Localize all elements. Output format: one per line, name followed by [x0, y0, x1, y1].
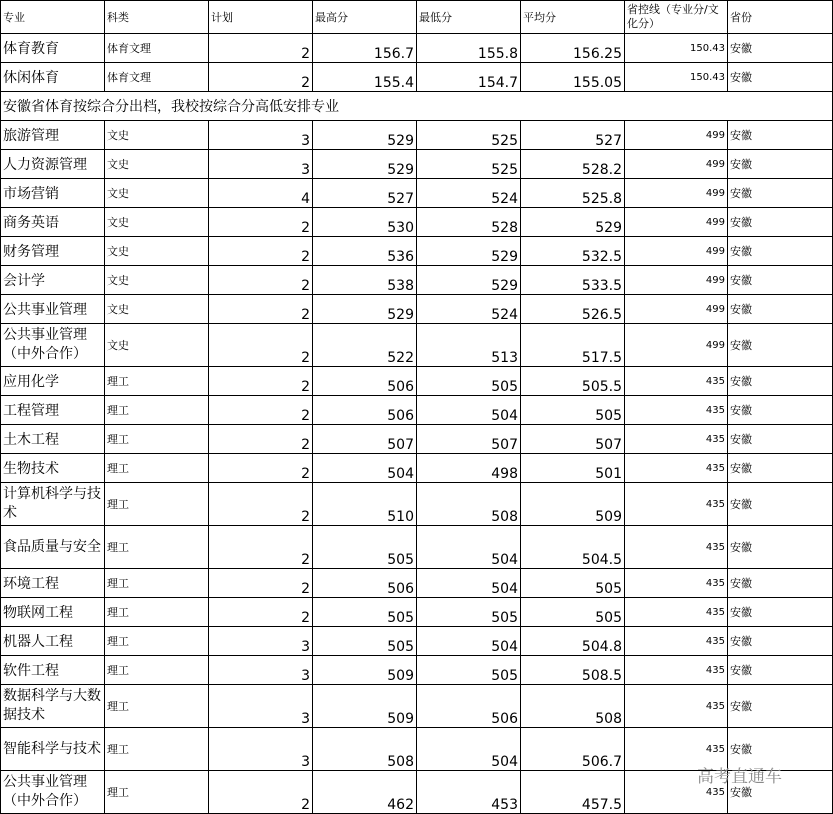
- avg-score-cell: 504.5: [521, 526, 625, 569]
- category-cell: 理工: [105, 771, 209, 814]
- header-plan: 计划: [209, 1, 313, 34]
- max-score-cell: 155.4: [313, 63, 417, 92]
- major-cell: 工程管理: [1, 396, 105, 425]
- max-score-cell: 510: [313, 483, 417, 526]
- max-score-cell: 536: [313, 237, 417, 266]
- avg-score-cell: 508.5: [521, 656, 625, 685]
- major-cell: 公共事业管理（中外合作）: [1, 771, 105, 814]
- category-cell: 文史: [105, 179, 209, 208]
- plan-cell: 2: [209, 483, 313, 526]
- plan-cell: 2: [209, 526, 313, 569]
- category-cell: 体育文理: [105, 63, 209, 92]
- province-cell: 安徽: [728, 150, 833, 179]
- control-line-cell: 435: [625, 454, 728, 483]
- header-major: 专业: [1, 1, 105, 34]
- table-row: [1, 150, 833, 179]
- table-row: [1, 179, 833, 208]
- control-line-cell: 435: [625, 483, 728, 526]
- plan-cell: 2: [209, 34, 313, 63]
- province-cell: 安徽: [728, 295, 833, 324]
- category-cell: 文史: [105, 121, 209, 150]
- plan-cell: 2: [209, 324, 313, 367]
- avg-score-cell: 505: [521, 598, 625, 627]
- plan-cell: 2: [209, 598, 313, 627]
- control-line-cell: 435: [625, 367, 728, 396]
- province-cell: 安徽: [728, 208, 833, 237]
- control-line-cell: 499: [625, 295, 728, 324]
- max-score-cell: 462: [313, 771, 417, 814]
- header-row: [1, 1, 833, 34]
- control-line-cell: 499: [625, 324, 728, 367]
- table-row: [1, 685, 833, 728]
- plan-cell: 3: [209, 150, 313, 179]
- table-row: [1, 396, 833, 425]
- major-cell: 会计学: [1, 266, 105, 295]
- max-score-cell: 522: [313, 324, 417, 367]
- avg-score-cell: 507: [521, 425, 625, 454]
- province-cell: 安徽: [728, 728, 833, 771]
- category-cell: 文史: [105, 324, 209, 367]
- category-cell: 理工: [105, 627, 209, 656]
- major-cell: 旅游管理: [1, 121, 105, 150]
- category-cell: 理工: [105, 367, 209, 396]
- table-row: [1, 237, 833, 266]
- major-cell: 智能科学与技术: [1, 728, 105, 771]
- plan-cell: 2: [209, 63, 313, 92]
- plan-cell: 3: [209, 121, 313, 150]
- max-score-cell: 505: [313, 598, 417, 627]
- table-row: [1, 454, 833, 483]
- control-line-cell: 435: [625, 771, 728, 814]
- avg-score-cell: 532.5: [521, 237, 625, 266]
- table-row: [1, 598, 833, 627]
- control-line-cell: 499: [625, 121, 728, 150]
- header-avg-score: 平均分: [521, 1, 625, 34]
- plan-cell: 2: [209, 454, 313, 483]
- min-score-cell: 524: [417, 179, 521, 208]
- major-cell: 生物技术: [1, 454, 105, 483]
- avg-score-cell: 528.2: [521, 150, 625, 179]
- province-cell: 安徽: [728, 237, 833, 266]
- plan-cell: 2: [209, 208, 313, 237]
- min-score-cell: 507: [417, 425, 521, 454]
- plan-cell: 2: [209, 396, 313, 425]
- max-score-cell: 509: [313, 685, 417, 728]
- table-row: [1, 656, 833, 685]
- control-line-cell: 499: [625, 150, 728, 179]
- province-cell: 安徽: [728, 324, 833, 367]
- avg-score-cell: 505: [521, 569, 625, 598]
- table-row: [1, 324, 833, 367]
- province-cell: 安徽: [728, 569, 833, 598]
- min-score-cell: 505: [417, 598, 521, 627]
- category-cell: 理工: [105, 656, 209, 685]
- max-score-cell: 527: [313, 179, 417, 208]
- category-cell: 理工: [105, 425, 209, 454]
- min-score-cell: 529: [417, 237, 521, 266]
- plan-cell: 2: [209, 771, 313, 814]
- province-cell: 安徽: [728, 367, 833, 396]
- control-line-cell: 499: [625, 237, 728, 266]
- header-province: 省份: [728, 1, 833, 34]
- category-cell: 理工: [105, 728, 209, 771]
- avg-score-cell: 533.5: [521, 266, 625, 295]
- min-score-cell: 155.8: [417, 34, 521, 63]
- control-line-cell: 435: [625, 598, 728, 627]
- min-score-cell: 154.7: [417, 63, 521, 92]
- major-cell: 人力资源管理: [1, 150, 105, 179]
- avg-score-cell: 505.5: [521, 367, 625, 396]
- max-score-cell: 529: [313, 150, 417, 179]
- major-cell: 公共事业管理: [1, 295, 105, 324]
- table-row: [1, 266, 833, 295]
- table-row: [1, 367, 833, 396]
- min-score-cell: 506: [417, 685, 521, 728]
- avg-score-cell: 457.5: [521, 771, 625, 814]
- avg-score-cell: 504.8: [521, 627, 625, 656]
- min-score-cell: 525: [417, 150, 521, 179]
- category-cell: 文史: [105, 237, 209, 266]
- control-line-cell: 150.43: [625, 63, 728, 92]
- avg-score-cell: 505: [521, 396, 625, 425]
- major-cell: 软件工程: [1, 656, 105, 685]
- min-score-cell: 529: [417, 266, 521, 295]
- province-cell: 安徽: [728, 396, 833, 425]
- major-cell: 机器人工程: [1, 627, 105, 656]
- control-line-cell: 499: [625, 208, 728, 237]
- plan-cell: 2: [209, 367, 313, 396]
- major-cell: 公共事业管理（中外合作）: [1, 324, 105, 367]
- control-line-cell: 435: [625, 425, 728, 454]
- category-cell: 理工: [105, 483, 209, 526]
- header-category: 科类: [105, 1, 209, 34]
- min-score-cell: 504: [417, 526, 521, 569]
- header-control-line: 省控线（专业分/文化分）: [625, 1, 728, 34]
- min-score-cell: 453: [417, 771, 521, 814]
- note-text: 安徽省体育按综合分出档，我校按综合分高低安排专业: [1, 92, 833, 121]
- plan-cell: 3: [209, 685, 313, 728]
- province-cell: 安徽: [728, 598, 833, 627]
- min-score-cell: 504: [417, 396, 521, 425]
- avg-score-cell: 527: [521, 121, 625, 150]
- min-score-cell: 528: [417, 208, 521, 237]
- major-cell: 数据科学与大数据技术: [1, 685, 105, 728]
- major-cell: 市场营销: [1, 179, 105, 208]
- province-cell: 安徽: [728, 526, 833, 569]
- note-row: [1, 92, 833, 121]
- table-row: [1, 34, 833, 63]
- major-cell: 环境工程: [1, 569, 105, 598]
- province-cell: 安徽: [728, 121, 833, 150]
- avg-score-cell: 529: [521, 208, 625, 237]
- province-cell: 安徽: [728, 425, 833, 454]
- table-row: [1, 63, 833, 92]
- category-cell: 理工: [105, 598, 209, 627]
- plan-cell: 2: [209, 295, 313, 324]
- plan-cell: 3: [209, 656, 313, 685]
- max-score-cell: 507: [313, 425, 417, 454]
- table-body: [1, 1, 833, 814]
- min-score-cell: 505: [417, 656, 521, 685]
- max-score-cell: 506: [313, 396, 417, 425]
- plan-cell: 2: [209, 237, 313, 266]
- major-cell: 商务英语: [1, 208, 105, 237]
- table-row: [1, 121, 833, 150]
- min-score-cell: 498: [417, 454, 521, 483]
- table-row: [1, 627, 833, 656]
- min-score-cell: 505: [417, 367, 521, 396]
- major-cell: 物联网工程: [1, 598, 105, 627]
- control-line-cell: 435: [625, 685, 728, 728]
- max-score-cell: 530: [313, 208, 417, 237]
- control-line-cell: 435: [625, 656, 728, 685]
- category-cell: 文史: [105, 266, 209, 295]
- max-score-cell: 506: [313, 569, 417, 598]
- plan-cell: 4: [209, 179, 313, 208]
- plan-cell: 3: [209, 627, 313, 656]
- plan-cell: 3: [209, 728, 313, 771]
- province-cell: 安徽: [728, 771, 833, 814]
- control-line-cell: 499: [625, 179, 728, 208]
- table-row: [1, 295, 833, 324]
- major-cell: 食品质量与安全: [1, 526, 105, 569]
- plan-cell: 2: [209, 425, 313, 454]
- control-line-cell: 435: [625, 526, 728, 569]
- avg-score-cell: 526.5: [521, 295, 625, 324]
- min-score-cell: 513: [417, 324, 521, 367]
- min-score-cell: 508: [417, 483, 521, 526]
- province-cell: 安徽: [728, 656, 833, 685]
- avg-score-cell: 508: [521, 685, 625, 728]
- category-cell: 体育文理: [105, 34, 209, 63]
- avg-score-cell: 506.7: [521, 728, 625, 771]
- province-cell: 安徽: [728, 685, 833, 728]
- category-cell: 理工: [105, 454, 209, 483]
- category-cell: 理工: [105, 396, 209, 425]
- province-cell: 安徽: [728, 63, 833, 92]
- province-cell: 安徽: [728, 179, 833, 208]
- major-cell: 应用化学: [1, 367, 105, 396]
- min-score-cell: 525: [417, 121, 521, 150]
- watermark: 高考直通车: [697, 767, 782, 787]
- category-cell: 理工: [105, 569, 209, 598]
- avg-score-cell: 525.8: [521, 179, 625, 208]
- avg-score-cell: 517.5: [521, 324, 625, 367]
- category-cell: 文史: [105, 295, 209, 324]
- max-score-cell: 508: [313, 728, 417, 771]
- min-score-cell: 504: [417, 728, 521, 771]
- max-score-cell: 506: [313, 367, 417, 396]
- control-line-cell: 435: [625, 728, 728, 771]
- max-score-cell: 509: [313, 656, 417, 685]
- control-line-cell: 435: [625, 396, 728, 425]
- header-min-score: 最低分: [417, 1, 521, 34]
- min-score-cell: 504: [417, 569, 521, 598]
- major-cell: 计算机科学与技术: [1, 483, 105, 526]
- province-cell: 安徽: [728, 627, 833, 656]
- table-row: [1, 425, 833, 454]
- control-line-cell: 150.43: [625, 34, 728, 63]
- major-cell: 土木工程: [1, 425, 105, 454]
- category-cell: 文史: [105, 208, 209, 237]
- plan-cell: 2: [209, 266, 313, 295]
- avg-score-cell: 155.05: [521, 63, 625, 92]
- major-cell: 财务管理: [1, 237, 105, 266]
- table-row: [1, 208, 833, 237]
- header-max-score: 最高分: [313, 1, 417, 34]
- max-score-cell: 505: [313, 627, 417, 656]
- max-score-cell: 529: [313, 295, 417, 324]
- avg-score-cell: 156.25: [521, 34, 625, 63]
- avg-score-cell: 509: [521, 483, 625, 526]
- category-cell: 理工: [105, 685, 209, 728]
- max-score-cell: 529: [313, 121, 417, 150]
- major-cell: 体育教育: [1, 34, 105, 63]
- avg-score-cell: 501: [521, 454, 625, 483]
- control-line-cell: 499: [625, 266, 728, 295]
- max-score-cell: 504: [313, 454, 417, 483]
- control-line-cell: 435: [625, 627, 728, 656]
- province-cell: 安徽: [728, 483, 833, 526]
- major-cell: 休闲体育: [1, 63, 105, 92]
- table-row: [1, 483, 833, 526]
- category-cell: 文史: [105, 150, 209, 179]
- min-score-cell: 504: [417, 627, 521, 656]
- table-row: [1, 569, 833, 598]
- max-score-cell: 538: [313, 266, 417, 295]
- category-cell: 理工: [105, 526, 209, 569]
- table-row: [1, 526, 833, 569]
- plan-cell: 2: [209, 569, 313, 598]
- min-score-cell: 524: [417, 295, 521, 324]
- province-cell: 安徽: [728, 34, 833, 63]
- control-line-cell: 435: [625, 569, 728, 598]
- max-score-cell: 156.7: [313, 34, 417, 63]
- province-cell: 安徽: [728, 266, 833, 295]
- max-score-cell: 505: [313, 526, 417, 569]
- province-cell: 安徽: [728, 454, 833, 483]
